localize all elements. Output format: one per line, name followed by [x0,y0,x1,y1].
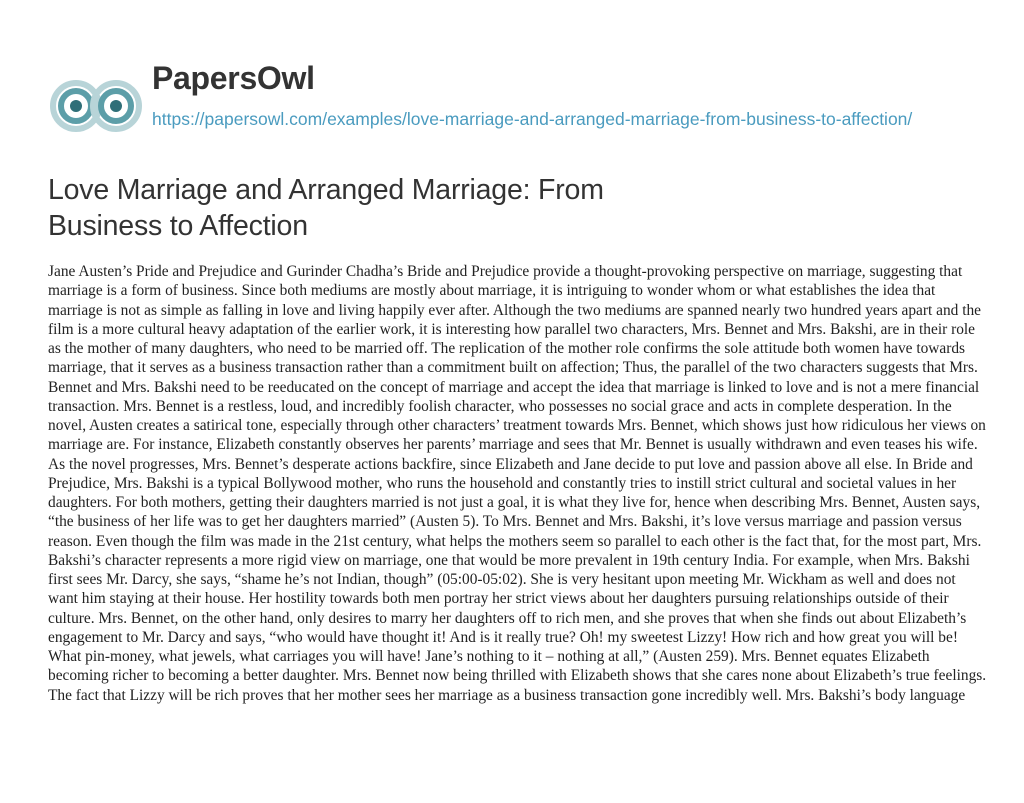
article-url-link[interactable]: https://papersowl.com/examples/love-marriage-and-arranged-marriage-from-business-to-affection/ [152,109,913,129]
brand-name[interactable]: PapersOwl [152,60,315,96]
site-header [48,36,988,156]
article-title: Love Marriage and Arranged Marriage: From Business to Affection [48,174,604,242]
article-body: Jane Austen’s Pride and Prejudice and Gurinder Chadha’s Bride and Prejudice provide a thought-provoking perspective on marriage, suggesting that marriage is a form of business. Since both mediums are mostly about marriage, it is intriguing to wonder whom or what establishes the idea that marriage is not as simple as falling in love and living happily ever after. Although the two mediums are spanned nearly two hundred years apart and the film is a more cultural heavy adaptation of the earlier work, it is interesting how parallel two characters, Mrs. Bennet and Mrs. Bakshi, are in their role as the mother of many daughters, who need to be married off. The replication of the mother role confirms the sole attitude both women have towards marriage, that it serves as a business transaction rather than a commitment built on affection; Thus, the parallel of the two characters suggests that Mrs. Bennet and Mrs. Bakshi need to be reeducated on the concept of marriage and accept the idea that marriage is linked to love and is not a mere financial transaction. Mrs. Bennet is a restless, loud, and incredibly foolish character, who possesses no social grace and acts in complete desperation. In the novel, Austen creates a satirical tone, especially through other characters’ treatment towards Mrs. Bennet, which shows just how ridiculous her views on marriage are. For instance, Elizabeth constantly observes her parents’ marriage and sees that Mr. Bennet is usually withdrawn and even teases his wife. As the novel progresses, Mrs. Bennet’s desperate actions backfire, since Elizabeth and Jane decide to put love and passion above all else. In Bride and Prejudice, Mrs. Bakshi is a typical Bollywood mother, who runs the household and constantly tries to instill strict cultural and societal values in her daughters. For both mothers, getting their daughters married is not just a goal, it is what they live for, hence when describing Mrs. Bennet, Austen says, “the business of her life was to get her daughters married” (Austen 5). To Mrs. Bennet and Mrs. Bakshi, it’s love versus marriage and passion versus reason. Even though the film was made in the 21st century, what helps the mothers seem so parallel to each other is the fact that, for the most part, Mrs. Bakshi’s character represents a more rigid view on marriage, one that would be more prevalent in 19th century India. For example, when Mrs. Bakshi first sees Mr. Darcy, she says, “shame he’s not Indian, though” (05:00-05:02). She is very hesitant upon meeting Mr. Wickham as well and does not want him staying at their house. Her hostility towards both men portray her strict views about her daughters pursuing relationships outside of their culture. Mrs. Bennet, on the other hand, only desires to marry her daughters off to rich men, and she proves that when she finds out about Elizabeth’s engagement to Mr. Darcy and says, “who would have thought it! And is it really true? Oh! my sweetest Lizzy! How rich and how great you will be! What pin-money, what jewels, what carriages you will have! Jane’s nothing to it – nothing at all,” (Austen 259). Mrs. Bennet equates Elizabeth becoming richer to becoming a better daughter. Mrs. Bennet now being thrilled with Elizabeth shows that she cares none about Elizabeth’s true feelings. The fact that Lizzy will be rich proves that her mother sees her marriage as a business transaction gone incredibly well. Mrs. Bakshi’s body language [48,263,987,704]
owl-eyes-icon[interactable] [48,58,144,154]
